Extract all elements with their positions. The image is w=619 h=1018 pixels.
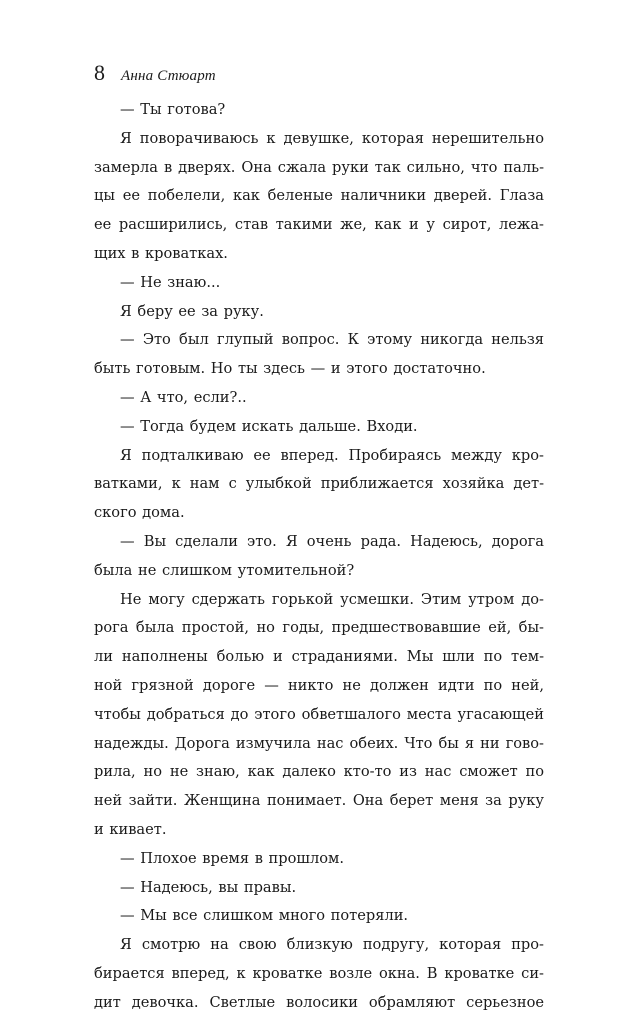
text-line: — Плохое время в прошлом. (120, 849, 345, 867)
text-line: ней зайти. Женщина понимает. Она берет меня за руку (94, 792, 544, 810)
text-line: и кивает. (94, 820, 167, 838)
text-line: ли наполнены болью и страданиями. Мы шли по тем- (94, 648, 544, 666)
text-line: Не могу сдержать горькой усмешки. Этим утром до- (120, 590, 544, 608)
text-line: чтобы добраться до этого обветшалого места угасающей (94, 705, 544, 723)
text-line: — Надеюсь, вы правы. (120, 878, 297, 896)
text-line: ее расширились, став такими же, как и у сирот, лежа- (94, 216, 544, 234)
text-line: бирается вперед, к кроватке возле окна. В кроватке си- (94, 964, 544, 982)
text-line: была не слишком утомительной? (94, 561, 355, 579)
running-title: Анна Стюарт (121, 68, 216, 84)
text-line: рила, но не знаю, как далеко кто-то из нас сможет по (94, 763, 544, 781)
text-line: — Тогда будем искать дальше. Входи. (120, 417, 418, 435)
text-line: — А что, если?.. (120, 388, 247, 406)
body-text (94, 96, 544, 1018)
text-line: рога была простой, но годы, предшествовавшие ей, бы- (94, 619, 544, 637)
text-line: щих в кроватках. (94, 244, 228, 262)
text-line: цы ее побелели, как беленые наличники дверей. Глаза (94, 187, 544, 205)
text-line: быть готовым. Но ты здесь — и этого достаточно. (94, 360, 486, 378)
text-line: — Не знаю... (120, 273, 221, 291)
text-line: замерла в дверях. Она сжала руки так сильно, что паль- (94, 158, 544, 176)
text-line: Я смотрю на свою близкую подругу, которая про- (120, 936, 544, 954)
running-header (94, 60, 544, 90)
text-line: — Вы сделали это. Я очень рада. Надеюсь, дорога (120, 532, 544, 550)
text-line: — Мы все слишком много потеряли. (120, 907, 409, 925)
text-line: надежды. Дорога измучила нас обеих. Что бы я ни гово- (94, 734, 544, 752)
text-line: — Это был глупый вопрос. К этому никогда нельзя (120, 331, 544, 349)
text-line: ского дома. (94, 504, 185, 522)
text-line: Я поворачиваюсь к девушке, которая нерешительно (120, 129, 544, 147)
text-line: ватками, к нам с улыбкой приближается хозяйка дет- (94, 475, 544, 493)
text-line: — Ты готова? (120, 101, 226, 118)
text-line: Я беру ее за руку. (120, 302, 264, 320)
text-line: ной грязной дороге — никто не должен идти по ней, (94, 676, 544, 694)
book-page (94, 60, 544, 1018)
page-number: 8 (94, 60, 105, 85)
text-line: Я подталкиваю ее вперед. Пробираясь между кро- (120, 446, 544, 464)
text-line: дит девочка. Светлые волосики обрамляют серьезное (94, 993, 544, 1011)
